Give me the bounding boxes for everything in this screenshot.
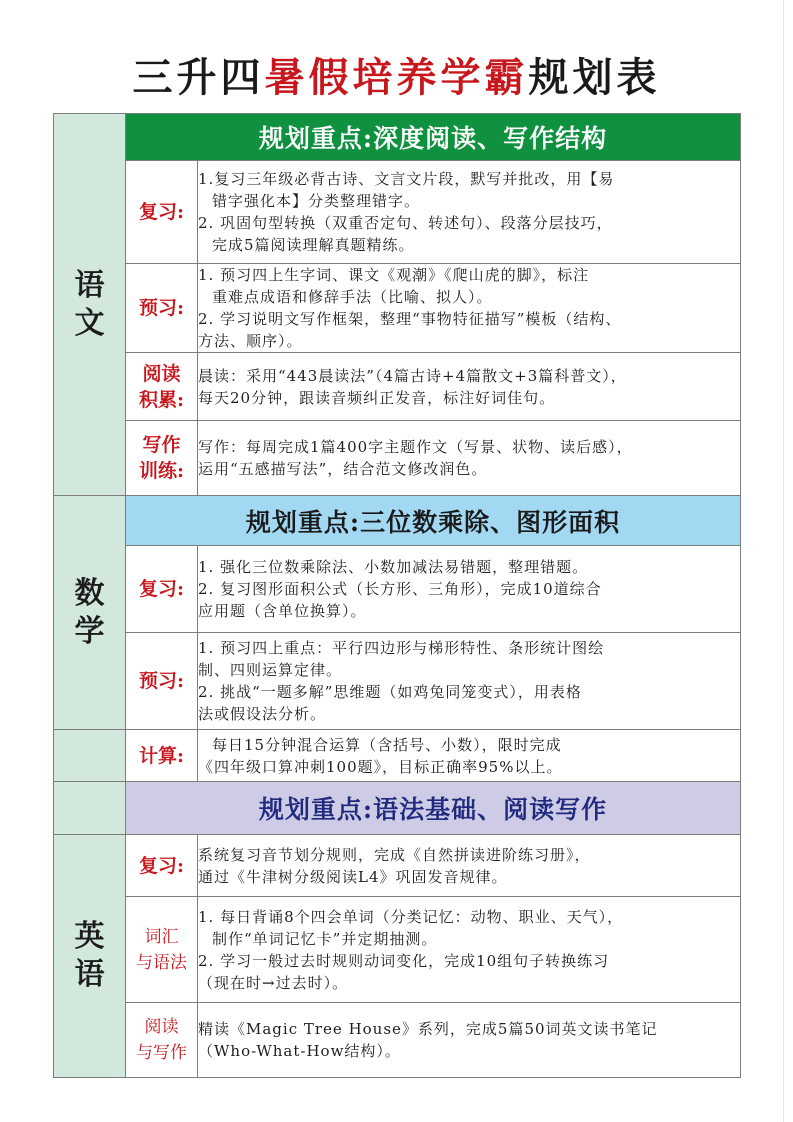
title-part-highlight: 暑假培养学霸 — [264, 54, 529, 101]
row-content — [198, 421, 741, 496]
label-line: 写作 — [142, 434, 181, 456]
row-content — [198, 264, 741, 353]
page-edge-line — [783, 0, 784, 1122]
row-label-preview: 预习: — [126, 633, 198, 730]
row-label-review: 复习: — [126, 161, 198, 264]
subject-char: 语 — [74, 267, 105, 303]
label-line: 训练: — [138, 460, 184, 482]
label-line: 与写作 — [136, 1043, 187, 1063]
chinese-focus-banner: 规划重点:深度阅读、写作结构 — [126, 114, 741, 161]
content-line: 1. 预习四上重点：平行四边形与梯形特性、条形统计图绘 — [198, 639, 605, 657]
math-focus-row — [54, 496, 741, 546]
subject-char: 语 — [74, 957, 105, 992]
content-line: 2. 学习说明文写作框架，整理“事物特征描写”模板（结构、 — [198, 310, 622, 328]
row-content — [198, 1003, 741, 1078]
table-row — [54, 264, 741, 353]
content-line: 精读《Magic Tree House》系列，完成5篇50词英文读书笔记 — [198, 1020, 658, 1038]
content-line: 写作：每周完成1篇400字主题作文（写景、状物、读后感）， — [198, 438, 633, 456]
content-line: 每天20分钟，跟读音频纠正发音，标注好词佳句。 — [198, 388, 556, 407]
row-content — [198, 730, 741, 782]
subject-blank-cell — [54, 730, 126, 782]
english-focus-row — [54, 782, 741, 835]
table-row — [54, 353, 741, 421]
content-line: 2. 复习图形面积公式（长方形、三角形），完成10道综合 — [198, 580, 602, 598]
content-line: 法或假设法分析。 — [198, 705, 327, 723]
row-label-preview: 预习: — [126, 264, 198, 353]
subject-char: 学 — [74, 613, 105, 649]
content-line: 2. 挑战“一题多解”思维题（如鸡兔同笼变式），用表格 — [198, 683, 582, 701]
content-line: 应用题（含单位换算）。 — [198, 602, 367, 620]
row-label-reading-writing — [126, 1003, 198, 1078]
chinese-focus-row — [54, 114, 741, 161]
label-line: 词汇 — [144, 926, 179, 947]
row-content — [198, 633, 741, 730]
row-content — [198, 161, 741, 264]
subject-english — [54, 835, 126, 1078]
table-row — [54, 546, 741, 633]
row-content — [198, 546, 741, 633]
content-line: 运用“五感描写法”，结合范文修改润色。 — [198, 460, 488, 478]
row-label-writing — [126, 421, 198, 496]
content-line: 完成5篇阅读理解真题精练。 — [212, 236, 415, 254]
row-content — [198, 897, 741, 1003]
table-row — [54, 633, 741, 730]
content-line: 制作“单词记忆卡”并定期抽测。 — [212, 929, 438, 948]
label-line: 与语法 — [136, 952, 187, 973]
title-part-grade: 三升四 — [132, 54, 265, 101]
subject-char: 英 — [74, 919, 105, 954]
math-focus-banner: 规划重点:三位数乘除、图形面积 — [126, 496, 741, 546]
study-plan-table — [53, 113, 741, 1078]
content-line: 通过《牛津树分级阅读L4》巩固发音规律。 — [198, 867, 508, 886]
table-row — [54, 730, 741, 782]
table-row — [54, 1003, 741, 1078]
label-line: 阅读 — [144, 1017, 179, 1037]
row-label-vocab-grammar — [126, 897, 198, 1003]
row-label-calculation: 计算: — [126, 730, 198, 782]
content-line: 1. 每日背诵8个四会单词（分类记忆：动物、职业、天气）， — [198, 907, 624, 926]
label-line: 阅读 — [142, 362, 181, 385]
content-line: 系统复习音节划分规则，完成《自然拼读进阶练习册》， — [198, 845, 591, 864]
content-line: 制、四则运算定律。 — [198, 661, 343, 679]
content-line: （现在时→过去时）。 — [198, 973, 349, 992]
content-line: 《四年级口算冲刺100题》，目标正确率95%以上。 — [198, 757, 563, 776]
content-line: 1.复习三年级必背古诗、文言文片段，默写并批改，用【易 — [198, 170, 615, 188]
content-line: 1. 强化三位数乘除法、小数加减法易错题，整理错题。 — [198, 558, 589, 576]
title-part-plan: 规划表 — [528, 54, 661, 101]
table-row — [54, 897, 741, 1003]
subject-char: 文 — [74, 305, 105, 341]
content-line: 2. 巩固句型转换（双重否定句、转述句）、段落分层技巧， — [198, 214, 613, 232]
subject-blank-cell — [54, 782, 126, 835]
content-line: 重难点成语和修辞手法（比喻、拟人）。 — [212, 288, 493, 306]
row-label-review: 复习: — [126, 835, 198, 897]
row-label-review: 复习: — [126, 546, 198, 633]
row-content — [198, 835, 741, 897]
content-line: 方法、顺序）。 — [198, 332, 303, 350]
content-line: 晨读：采用“443晨读法”（4篇古诗+4篇散文+3篇科普文）， — [198, 366, 627, 385]
table-row — [54, 161, 741, 264]
content-line: 2. 学习一般过去时规则动词变化，完成10组句子转换练习 — [198, 951, 610, 970]
content-line: （Who-What-How结构）。 — [198, 1042, 401, 1060]
table-row — [54, 421, 741, 496]
content-line: 每日15分钟混合运算（含括号、小数），限时完成 — [212, 735, 562, 754]
label-line: 积累: — [138, 388, 184, 411]
content-line: 1. 预习四上生字词、课文《观潮》《爬山虎的脚》，标注 — [198, 266, 590, 284]
subject-chinese — [54, 114, 126, 496]
page-title — [0, 50, 793, 106]
subject-char: 数 — [74, 575, 105, 611]
content-line: 错字强化本】分类整理错字。 — [212, 192, 421, 210]
table-row — [54, 835, 741, 897]
english-focus-banner: 规划重点:语法基础、阅读写作 — [126, 782, 741, 835]
subject-math — [54, 496, 126, 730]
row-content — [198, 353, 741, 421]
row-label-reading — [126, 353, 198, 421]
